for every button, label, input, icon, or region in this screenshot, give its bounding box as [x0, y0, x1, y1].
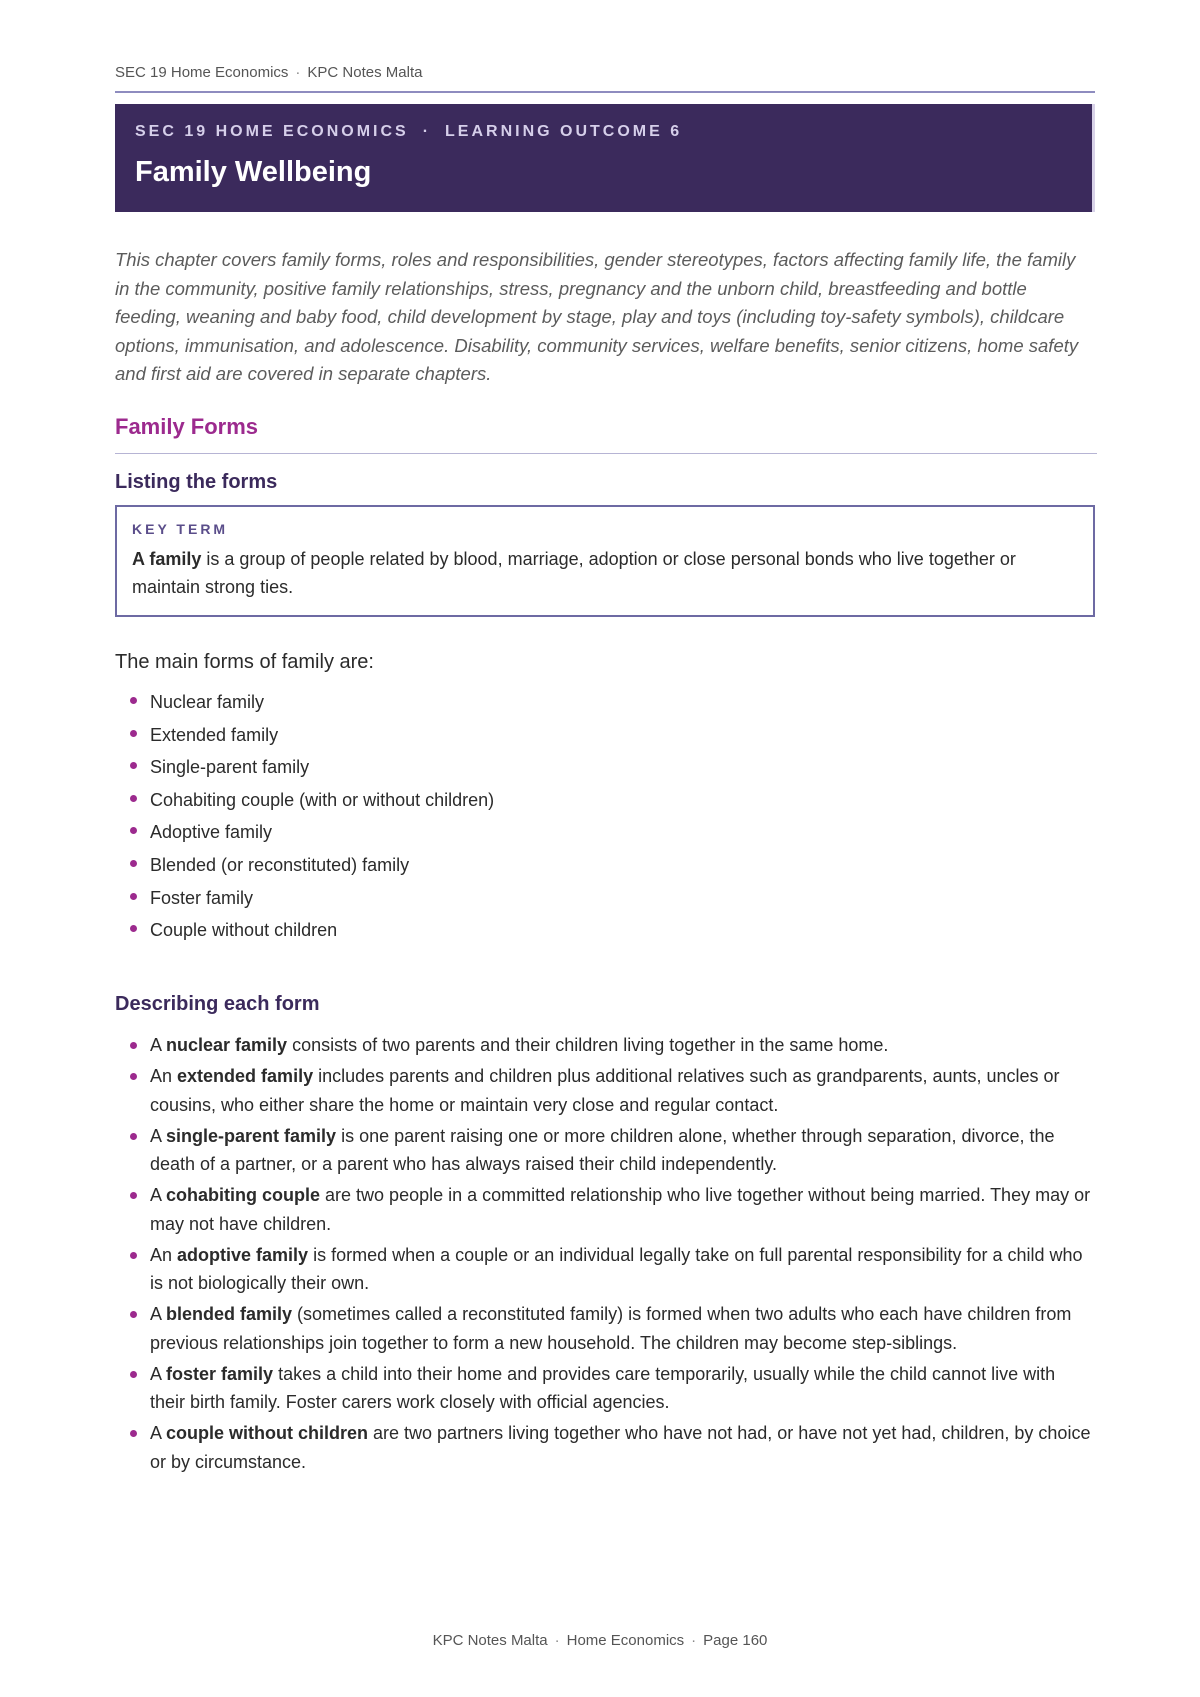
- list-item: [115, 1181, 1095, 1238]
- item-term: couple without children: [166, 1423, 369, 1443]
- item-article: A: [150, 1035, 167, 1055]
- list-item: [115, 686, 494, 719]
- banner-kicker: [135, 120, 1072, 144]
- separator: ·: [295, 64, 301, 81]
- item-article: A: [150, 1423, 167, 1443]
- list-item: [115, 1360, 1095, 1417]
- key-term-box: [115, 505, 1095, 617]
- banner-outcome: LEARNING OUTCOME 6: [445, 123, 683, 140]
- footer-subject: Home Economics: [566, 1632, 685, 1649]
- list-item-text: Foster family: [150, 887, 254, 908]
- item-term: nuclear family: [166, 1035, 288, 1055]
- key-term-word: A family: [132, 549, 202, 569]
- list-item-text: Cohabiting couple (with or without children): [150, 789, 495, 810]
- bullet-icon: [130, 795, 137, 802]
- bullet-icon: [130, 1252, 137, 1259]
- list-item: [115, 914, 494, 947]
- item-description: (sometimes called a reconstituted family) is formed when two adults who each have children from previous relationships join together to form a new household. The children may become step-siblings.: [150, 1304, 1072, 1353]
- item-article: A: [150, 1125, 167, 1146]
- item-article: An: [150, 1244, 178, 1265]
- list-item: [115, 719, 494, 752]
- bullet-icon: [130, 730, 137, 737]
- list-item-text: Extended family: [150, 724, 279, 745]
- key-term-label: KEY TERM: [132, 521, 229, 537]
- item-term: single-parent family: [166, 1125, 337, 1146]
- footer-publisher: KPC Notes Malta: [432, 1632, 548, 1649]
- item-article: An: [150, 1066, 178, 1086]
- bullet-icon: [130, 1371, 137, 1378]
- separator: ·: [554, 1632, 560, 1649]
- list-item: [115, 1062, 1095, 1119]
- list-item-text: Single-parent family: [150, 757, 310, 778]
- banner-course: SEC 19 HOME ECONOMICS: [135, 123, 409, 140]
- list-item-text: Blended (or reconstituted) family: [150, 854, 410, 875]
- list-item: [115, 849, 494, 882]
- bullet-icon: [130, 762, 137, 769]
- list-item: [115, 1031, 1095, 1060]
- forms-lead: The main forms of family are:: [115, 651, 374, 673]
- item-description: takes a child into their home and provides care temporarily, usually while the child cannot live with their birth family. Foster carers work closely with official agencies.: [150, 1363, 1056, 1412]
- section-title: Family Forms: [115, 414, 259, 439]
- chapter-intro: This chapter covers family forms, roles and responsibilities, gender stereotypes, factors affecting family life, the family in the community, positive family relationships, stress, pregnancy and the unborn child, breastfeeding and bottle feeding, weaning and baby food, child development by stage, play and toys (including toy-safety symbols), childcare options, immunisation, and adolescence. Disability, community services, welfare benefits, senior citizens, home safety and first aid are covered in separate chapters.: [115, 249, 1079, 385]
- item-article: A: [150, 1304, 167, 1324]
- bullet-icon: [130, 1133, 137, 1140]
- list-item: [115, 751, 494, 784]
- bullet-icon: [130, 697, 137, 704]
- item-article: A: [150, 1185, 167, 1205]
- item-description: includes parents and children plus additional relatives such as grandparents, aunts, uncles or cousins, who either share the home or maintain very close and regular contact.: [150, 1066, 1060, 1115]
- list-item-text: Adoptive family: [150, 822, 273, 843]
- list-item-text: Nuclear family: [150, 692, 265, 712]
- item-term: foster family: [166, 1363, 274, 1384]
- page-footer: [0, 1632, 1200, 1649]
- subsection-title-describing: Describing each form: [115, 993, 320, 1015]
- separator: ·: [691, 1632, 697, 1649]
- list-item: [115, 784, 494, 817]
- family-descriptions-list: [115, 1031, 1095, 1479]
- bullet-icon: [130, 1042, 137, 1049]
- header-rule: [115, 91, 1095, 93]
- item-term: cohabiting couple: [166, 1185, 321, 1205]
- key-term-definition: is a group of people related by blood, marriage, adoption or close personal bonds who live together or maintain strong ties.: [132, 549, 1016, 597]
- bullet-icon: [130, 925, 137, 932]
- bullet-icon: [130, 827, 137, 834]
- list-item: [115, 1419, 1095, 1476]
- section-rule: [115, 453, 1097, 454]
- bullet-icon: [130, 893, 137, 900]
- item-description: are two partners living together who have not had, or have not yet had, children, by choice or by circumstance.: [150, 1423, 1091, 1472]
- key-term-text: [132, 545, 1078, 601]
- chapter-title: Family Wellbeing: [135, 156, 372, 188]
- item-article: A: [150, 1363, 167, 1384]
- list-item: [115, 882, 494, 915]
- list-item: [115, 1300, 1095, 1357]
- separator: ·: [422, 123, 432, 140]
- running-head-publisher: KPC Notes Malta: [307, 64, 423, 81]
- bullet-icon: [130, 1073, 137, 1080]
- list-item: [115, 816, 494, 849]
- list-item: [115, 1122, 1095, 1179]
- item-description: are two people in a committed relationship who live together without being married. They may or may not have children.: [150, 1185, 1091, 1234]
- item-description: is one parent raising one or more children alone, whether through separation, divorce, the death of a partner, or a parent who has always raised their child independently.: [150, 1125, 1055, 1174]
- item-term: adoptive family: [177, 1244, 309, 1265]
- running-head: [115, 64, 422, 81]
- subsection-title-listing: Listing the forms: [115, 471, 278, 493]
- bullet-icon: [130, 1192, 137, 1199]
- list-item-text: Couple without children: [150, 920, 338, 941]
- item-term: blended family: [166, 1304, 293, 1324]
- family-forms-list: [115, 686, 494, 947]
- item-description: consists of two parents and their children living together in the same home.: [287, 1035, 889, 1055]
- list-item: [115, 1241, 1095, 1298]
- page-number: Page 160: [703, 1632, 768, 1649]
- item-description: is formed when a couple or an individual legally take on full parental responsibility for a child who is not biologically their own.: [150, 1244, 1083, 1293]
- item-term: extended family: [177, 1066, 314, 1086]
- chapter-banner: [115, 104, 1095, 212]
- bullet-icon: [130, 1311, 137, 1318]
- running-head-course: SEC 19 Home Economics: [115, 64, 289, 81]
- bullet-icon: [130, 860, 137, 867]
- bullet-icon: [130, 1430, 137, 1437]
